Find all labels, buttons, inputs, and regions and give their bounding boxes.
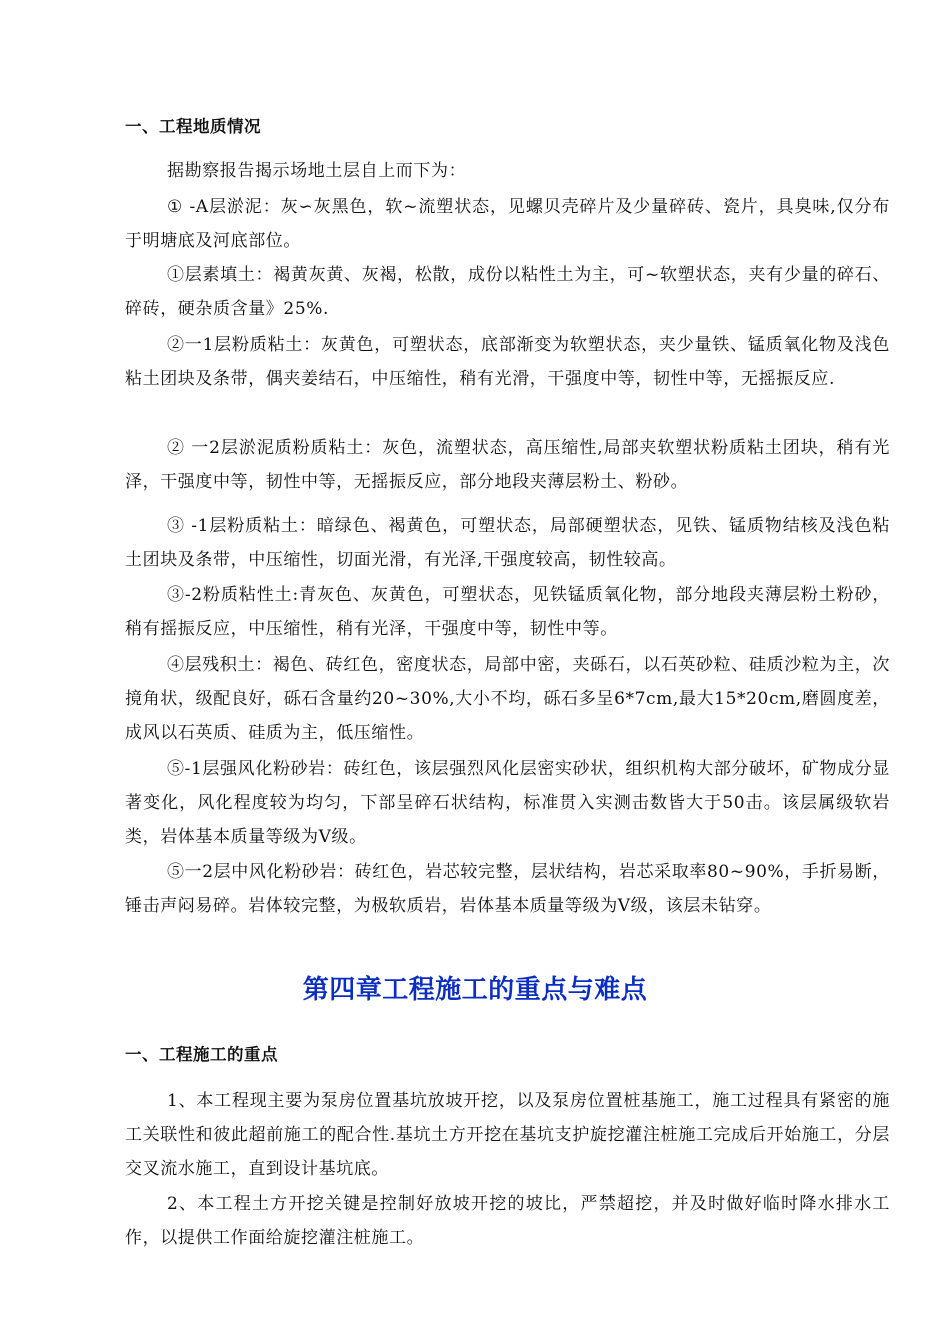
section-heading-geology: 一、工程地质情况: [125, 117, 261, 136]
paragraph-layer-3-1: ③ -1层粉质粘土：暗绿色、褐黄色，可塑状态，局部硬塑状态，见铁、锰质物结核及浅色粘土团块及条带，中压缩性，切面光滑，有光泽,干强度较高，韧性较高。: [125, 516, 890, 570]
section-heading-key-points: 一、工程施工的重点: [125, 1045, 278, 1064]
paragraph-layer-3-2: ③-2粉质粘性土:青灰色、灰黄色，可塑状态，见铁锰质氧化物，部分地段夹薄层粉土粉砂，稍有摇振反应，中压缩性，稍有光泽，干强度中等，韧性中等。: [125, 585, 890, 639]
paragraph-key-point-1: 1、本工程现主要为泵房位置基坑放坡开挖，以及泵房位置桩基施工，施工过程具有紧密的施工关联性和彼此超前施工的配合性.基坑土方开挖在基坑支护旋挖灌注桩施工完成后开始施工，分层交叉流水施工，直到设计基坑底。: [125, 1091, 890, 1179]
paragraph-intro: 据勘察报告揭示场地土层自上而下为：: [167, 161, 467, 181]
paragraph-layer-2-1: ②一1层粉质粘土：灰黄色，可塑状态，底部渐变为软塑状态，夹少量铁、锰质氧化物及浅色粘土团块及条带，偶夹姜结石，中压缩性，稍有光滑，干强度中等，韧性中等，无摇振反应.: [125, 335, 890, 389]
paragraph-layer-4: ④层残积土：褐色、砖红色，密度状态，局部中密，夹砾石，以石英砂粒、硅质沙粒为主，次摬角状，级配良好，砾石含量约20~30%,大小不均，砾石多呈6*7cm,最大15*20cm,磨圆度差，成风以石英质、硅质为主，低压缩性。: [125, 655, 890, 743]
paragraph-key-point-2: 2、本工程土方开挖关键是控制好放坡开挖的坡比，严禁超挖，并及时做好临时降水排水工作，以提供工作面给旋挖灌注桩施工。: [125, 1194, 890, 1248]
paragraph-layer-1: ①层素填土：褐黄灰黄、灰褐，松散，成份以粘性土为主，可~软塑状态，夹有少量的碎石、碎砖，硬杂质含量》25%.: [125, 265, 890, 319]
paragraph-layer-5-1: ⑤-1层强风化粉砂岩：砖红色，该层强烈风化层密实砂状，组织机构大部分破坏，矿物成分显著变化，风化程度较为均匀，下部呈碎石状结构，标准贯入实测击数皆大于50击。该层属级软岩类，岩体基本质量等级为V级。: [125, 759, 890, 847]
paragraph-layer-1a: ① -A层淤泥：灰∽灰黑色，软~流塑状态，见螺贝壳碎片及少量碎砖、瓷片，具臭味,仅分布于明塘底及河底部位。: [125, 197, 890, 251]
paragraph-layer-5-2: ⑤一2层中风化粉砂岩：砖红色，岩芯较完整，层状结构，岩芯采取率80~90%，手折易断，锤击声闷易碎。岩体较完整，为极软质岩，岩体基本质量等级为V级，该层未钻穿。: [125, 862, 890, 916]
paragraph-layer-2-2: ② 一2层淤泥质粉质粘土：灰色，流塑状态，高压缩性,局部夹软塑状粉质粘土团块，稍有光泽，干强度中等，韧性中等，无摇振反应，部分地段夹薄层粉土、粉砂。: [125, 438, 890, 492]
chapter-title: 第四章工程施工的重点与难点: [302, 975, 648, 1005]
